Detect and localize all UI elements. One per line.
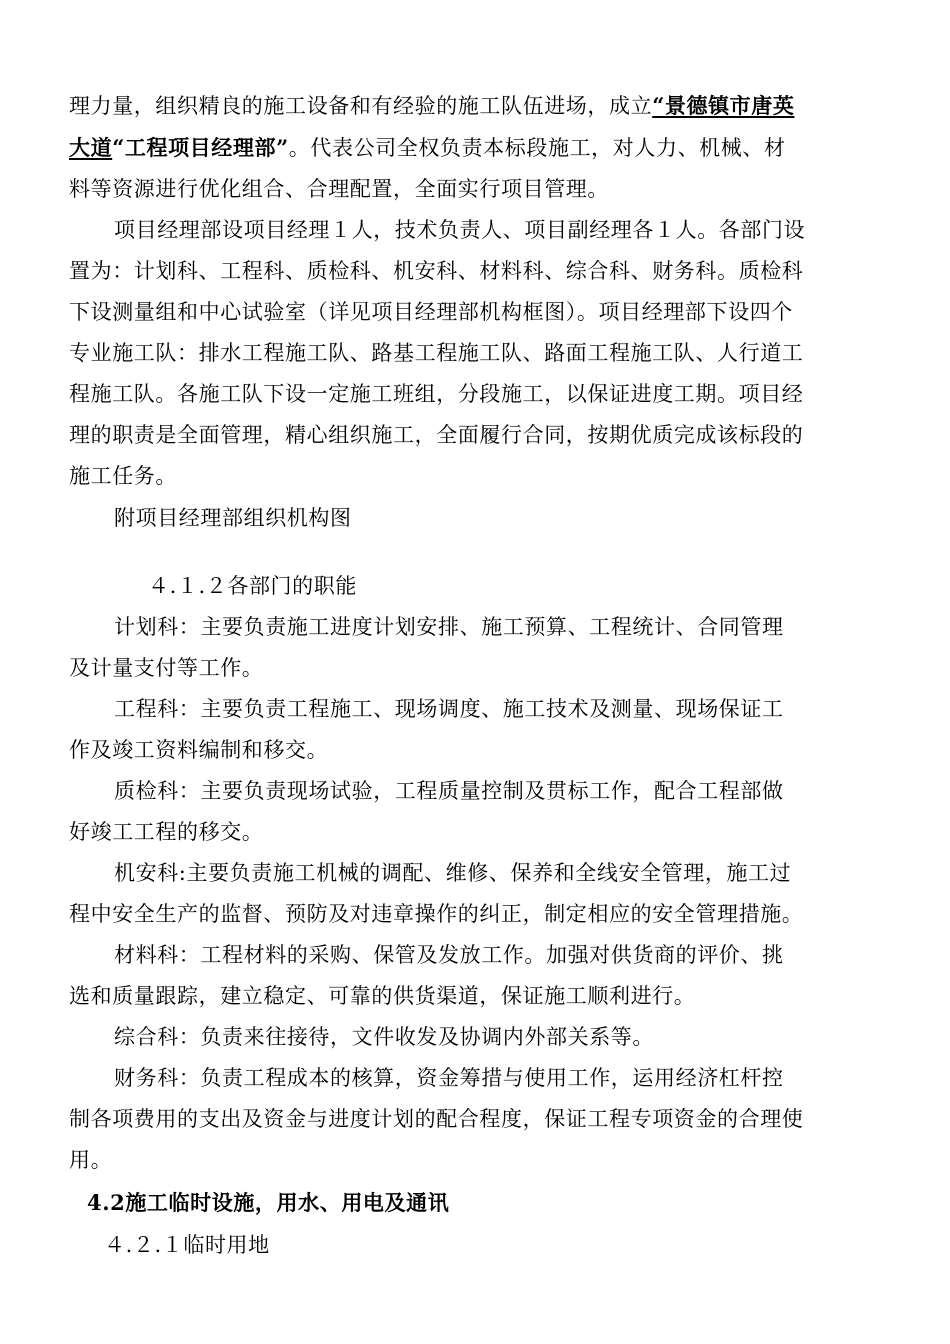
text-line: 程施工队。各施工队下设一定施工班组，分段施工，以保证进度工期。项目经 xyxy=(69,382,804,406)
text-line: 下设测量组和中心试验室（详见项目经理部机构框图）。项目经理部下设四个 xyxy=(69,300,793,324)
text-line: 机安科:主要负责施工机械的调配、维修、保养和全线安全管理，施工过 xyxy=(114,861,792,885)
text-span: 理力量，组织精良的施工设备和有经验的施工队伍进场，成立 xyxy=(69,94,653,118)
text-line: 材料科：工程材料的采购、保管及发放工作。加强对供货商的评价、挑 xyxy=(114,943,784,967)
text-line xyxy=(69,92,884,120)
section-heading-4-2: 4.2施工临时设施，用水、用电及通讯 xyxy=(87,1190,450,1215)
department-name-span: “工程项目经理部” xyxy=(112,135,289,160)
text-line xyxy=(69,134,884,162)
text-line: 项目经理部设项目经理１人，技术负责人、项目副经理各１人。各部门设 xyxy=(114,218,806,242)
text-line: 程中安全生产的监督、预防及对违章操作的纠正，制定相应的安全管理措施。 xyxy=(69,902,804,926)
text-line: 质检科：主要负责现场试验，工程质量控制及贯标工作，配合工程部做 xyxy=(114,779,784,803)
text-line: 作及竣工资料编制和移交。 xyxy=(69,738,329,762)
text-line: 用。 xyxy=(69,1148,113,1172)
text-line: 置为：计划科、工程科、质检科、机安科、材料科、综合科、财务科。质检科 xyxy=(69,259,804,283)
text-line: 及计量支付等工作。 xyxy=(69,656,264,680)
text-line: 工程科：主要负责工程施工、现场调度、施工技术及测量、现场保证工 xyxy=(114,697,784,721)
text-line: 专业施工队：排水工程施工队、路基工程施工队、路面工程施工队、人行道工 xyxy=(69,341,804,365)
section-heading-4-2-1: ４.２.１临时用地 xyxy=(104,1233,270,1257)
text-span: 。代表公司全权负责本标段施工，对人力、机械、材 xyxy=(288,136,786,160)
text-line: 好竣工工程的移交。 xyxy=(69,820,264,844)
section-heading-4-1-2: ４.１.２各部门的职能 xyxy=(148,574,357,598)
text-line: 选和质量跟踪，建立稳定、可靠的供货渠道，保证施工顺利进行。 xyxy=(69,984,696,1008)
text-line: 制各项费用的支出及资金与进度计划的配合程度，保证工程专项资金的合理使 xyxy=(69,1107,804,1131)
project-name-span: 大道 xyxy=(69,135,113,160)
text-line: 理的职责是全面管理，精心组织施工，全面履行合同，按期优质完成该标段的 xyxy=(69,423,804,447)
text-line: 综合科：负责来往接待，文件收发及协调内外部关系等。 xyxy=(114,1025,654,1049)
text-line: 施工任务。 xyxy=(69,464,177,488)
text-line: 料等资源进行优化组合、合理配置，全面实行项目管理。 xyxy=(69,177,609,201)
project-name-span: “景德镇市唐英 xyxy=(652,93,795,118)
attachment-note: 附项目经理部组织机构图 xyxy=(114,506,352,530)
text-line: 计划科：主要负责施工进度计划安排、施工预算、工程统计、合同管理 xyxy=(114,615,784,639)
text-line: 财务科：负责工程成本的核算，资金筹措与使用工作，运用经济杠杆控 xyxy=(114,1066,784,1090)
